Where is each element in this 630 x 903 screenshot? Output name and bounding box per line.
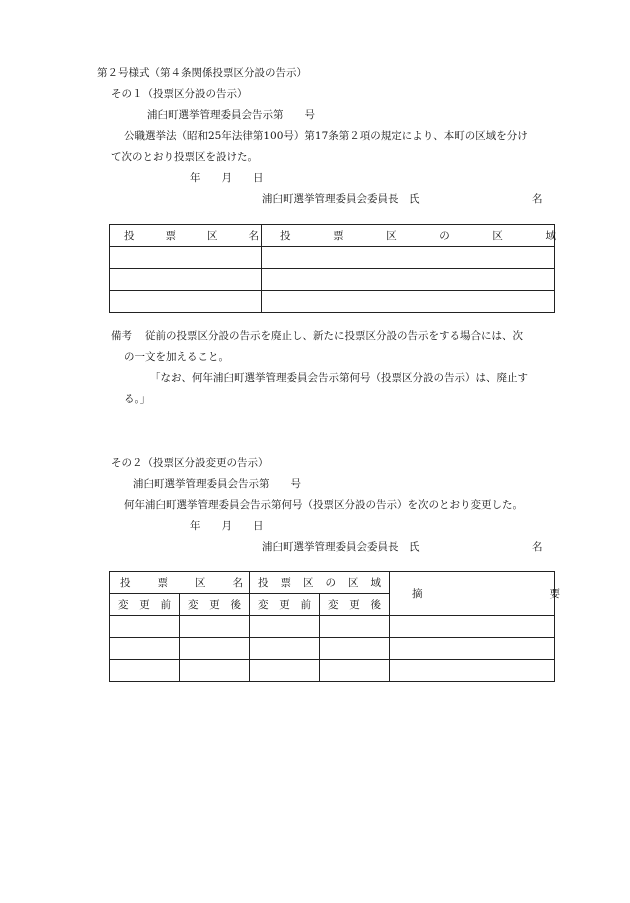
table-cell: [110, 247, 262, 269]
part2-table-header: [110, 572, 555, 594]
part2-body-line1: 何年浦臼町選挙管理委員会告示第何号（投票区分設の告示）を次のとおり変更した。: [124, 499, 523, 511]
remarks-line2: の一文を加えること。: [124, 351, 229, 363]
part1-signer: 浦臼町選挙管理委員会委員長 氏: [262, 193, 420, 205]
header-before-change: 変 更 前: [110, 594, 180, 616]
part1-heading: その１（投票区分設の告示）: [111, 88, 248, 100]
table-cell: [320, 616, 390, 638]
header-polling-district-area: 投 票 区 の 区 域: [250, 572, 390, 594]
table-cell: [390, 616, 555, 638]
part1-table-header: [110, 225, 555, 247]
table-cell: [180, 660, 250, 682]
table-cell: [180, 616, 250, 638]
header-polling-district-area: 投 票 区 の 区 域: [262, 225, 555, 247]
table-cell: [320, 638, 390, 660]
part2-date: 年 月 日: [190, 520, 264, 532]
table-cell: [110, 638, 180, 660]
header-after-change: 変 更 後: [180, 594, 250, 616]
table-cell: [262, 269, 555, 291]
part2-signer: 浦臼町選挙管理委員会委員長 氏: [262, 541, 420, 553]
table-cell: [180, 638, 250, 660]
part1-body-line1: 公職選挙法（昭和25年法律第100号）第17条第２項の規定により、本町の区域を分け: [124, 130, 528, 142]
header-polling-district-name: 投 票 区 名: [110, 572, 250, 594]
table-cell: [110, 291, 262, 313]
header-summary: 摘 要: [390, 572, 555, 616]
table-row: [110, 616, 555, 638]
table-cell: [110, 616, 180, 638]
table-row: [110, 269, 555, 291]
table-cell: [250, 638, 320, 660]
table-row: [110, 660, 555, 682]
part1-body-line2: て次のとおり投票区を設けた。: [111, 151, 258, 163]
header-before-change: 変 更 前: [250, 594, 320, 616]
table-row: [110, 638, 555, 660]
table-cell: [110, 269, 262, 291]
remarks-quote-line1: 「なお、何年浦臼町選挙管理委員会告示第何号（投票区分設の告示）は、廃止す: [150, 372, 528, 384]
table-cell: [110, 660, 180, 682]
remarks-line1: 従前の投票区分設の告示を廃止し、新たに投票区分設の告示をする場合には、次: [145, 330, 523, 342]
table-cell: [390, 660, 555, 682]
table-row: [110, 247, 555, 269]
part1-signer-name-suffix: 名: [532, 193, 543, 205]
remarks-quote-line2: る。」: [124, 393, 151, 405]
part1-notice-number: 浦臼町選挙管理委員会告示第 号: [147, 109, 315, 121]
header-after-change: 変 更 後: [320, 594, 390, 616]
remarks-label: 備考: [111, 330, 132, 342]
table-cell: [390, 638, 555, 660]
table-cell: [262, 247, 555, 269]
part2-signer-name-suffix: 名: [532, 541, 543, 553]
part2-heading: その２（投票区分設変更の告示）: [111, 457, 269, 469]
table-cell: [262, 291, 555, 313]
part2-notice-number: 浦臼町選挙管理委員会告示第 号: [133, 478, 301, 490]
table-row: [110, 291, 555, 313]
table-cell: [250, 616, 320, 638]
part1-date: 年 月 日: [190, 172, 264, 184]
header-polling-district-name: 投 票 区 名: [110, 225, 262, 247]
form-title: 第２号様式（第４条関係投票区分設の告示）: [97, 67, 307, 79]
table-cell: [250, 660, 320, 682]
part1-table: [109, 224, 555, 313]
table-cell: [320, 660, 390, 682]
part2-table: [109, 571, 560, 682]
